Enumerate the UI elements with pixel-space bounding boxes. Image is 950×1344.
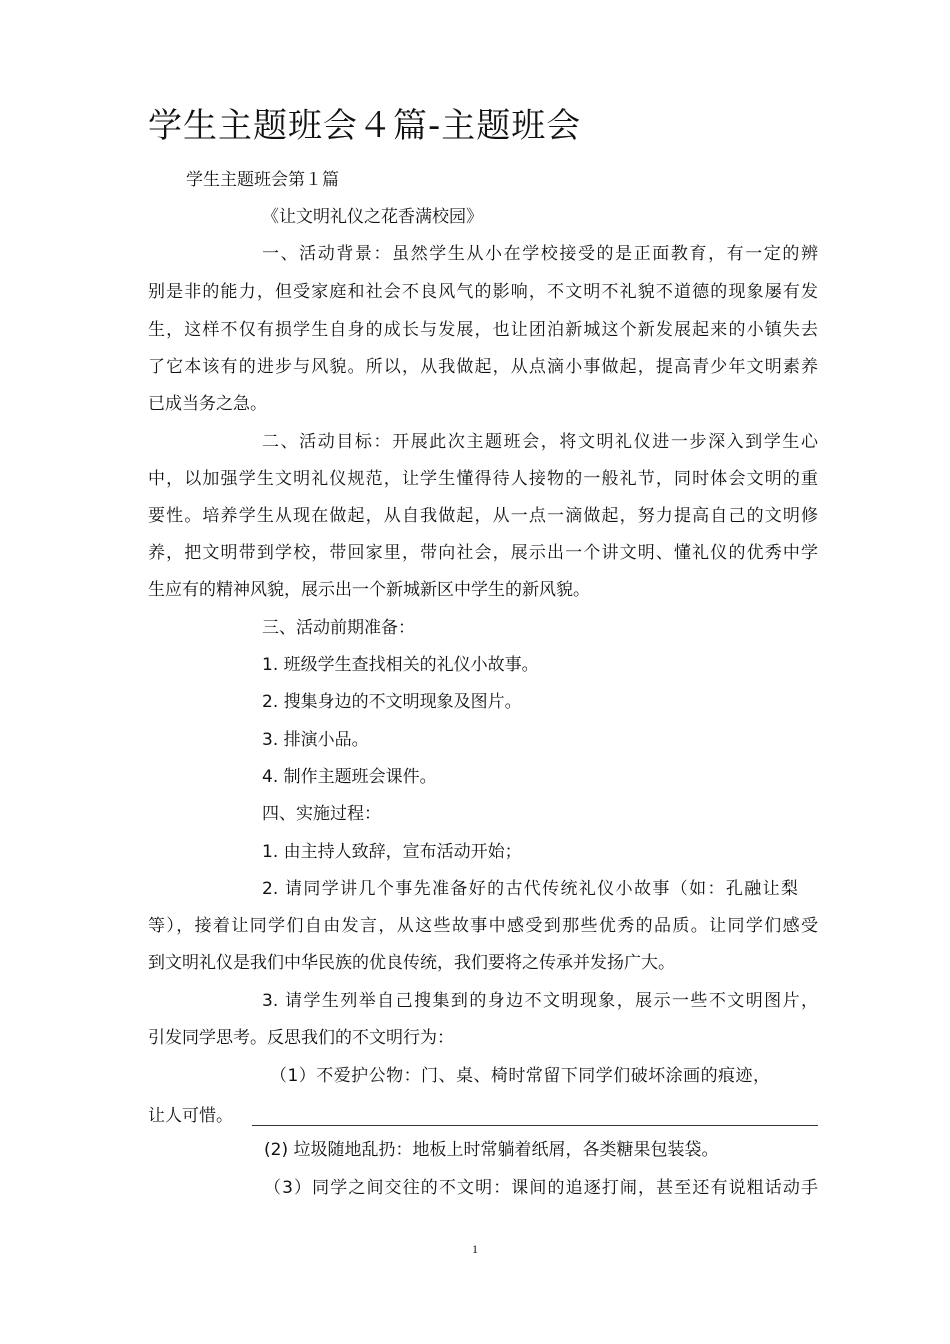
list-item: 2. 请同学讲几个事先准备好的古代传统礼仪小故事（如：孔融让梨: [262, 879, 798, 899]
article-title: 《让文明礼仪之花香满校园》: [262, 207, 483, 227]
paragraph-line: 要性。培养学生从现在做起，从自我做起，从一点一滴做起，努力提高自己的文明修: [148, 506, 818, 526]
paragraph-line: 别是非的能力，但受家庭和社会不良风气的影响，不文明不礼貌不道德的现象屡有发: [148, 282, 818, 302]
paragraph-line: 引发同学思考。反思我们的不文明行为：: [148, 1028, 454, 1048]
section-heading: 四、实施过程：: [262, 804, 381, 824]
paragraph-line: 已成当务之急。: [148, 394, 267, 414]
paragraph-line: 了它本该有的进步与风貌。所以，从我做起，从点滴小事做起，提高青少年文明素养: [148, 357, 818, 377]
list-item: 1. 由主持人致辞，宣布活动开始；: [262, 842, 522, 862]
list-item: 4. 制作主题班会课件。: [262, 767, 437, 787]
paragraph-line: 中，以加强学生文明礼仪规范，让学生懂得待人接物的一般礼节，同时体会文明的重: [148, 469, 818, 489]
list-item: 2. 搜集身边的不文明现象及图片。: [262, 692, 522, 712]
paragraph-line: 生，这样不仅有损学生自身的成长与发展，也让团泊新城这个新发展起来的小镇失去: [148, 320, 818, 340]
paragraph-line: 养，把文明带到学校，带回家里，带向社会，展示出一个讲文明、懂礼仪的优秀中学: [148, 543, 818, 563]
sub-list-item: （3）同学之间交往的不文明：课间的追逐打闹，甚至还有说粗话动手: [264, 1178, 818, 1198]
list-item: 1. 班级学生查找相关的礼仪小故事。: [262, 655, 539, 675]
section-heading: 学生主题班会第１篇: [186, 170, 339, 190]
section-heading: 三、活动前期准备：: [262, 618, 415, 638]
paragraph-line: 到文明礼仪是我们中华民族的优良传统，我们要将之传承并发扬广大。: [148, 953, 675, 973]
list-item: 3. 排演小品。: [262, 730, 369, 750]
list-item: 3. 请学生列举自己搜集到的身边不文明现象，展示一些不文明图片，: [262, 991, 818, 1011]
sub-list-item: （1）不爱护公物：门、桌、椅时常留下同学们破坏涂画的痕迹，: [270, 1066, 770, 1086]
paragraph-line: 二、活动目标：开展此次主题班会，将文明礼仪进一步深入到学生心: [262, 432, 818, 452]
paragraph-line: 让人可惜。: [148, 1106, 233, 1126]
document-title: 学生主题班会４篇-主题班会: [148, 106, 582, 146]
page-number: 1: [472, 1242, 478, 1256]
paragraph-line: 一、活动背景：虽然学生从小在学校接受的是正面教育，有一定的辨: [262, 244, 818, 264]
paragraph-line: 等），接着让同学们自由发言，从这些故事中感受到那些优秀的品质。让同学们感受: [148, 916, 818, 936]
paragraph-line: 生应有的精神风貌，展示出一个新城新区中学生的新风貌。: [148, 580, 590, 600]
horizontal-rule: [252, 1125, 818, 1126]
sub-list-item: (2) 垃圾随地乱扔：地板上时常躺着纸屑，各类糖果包装袋。: [264, 1140, 719, 1160]
